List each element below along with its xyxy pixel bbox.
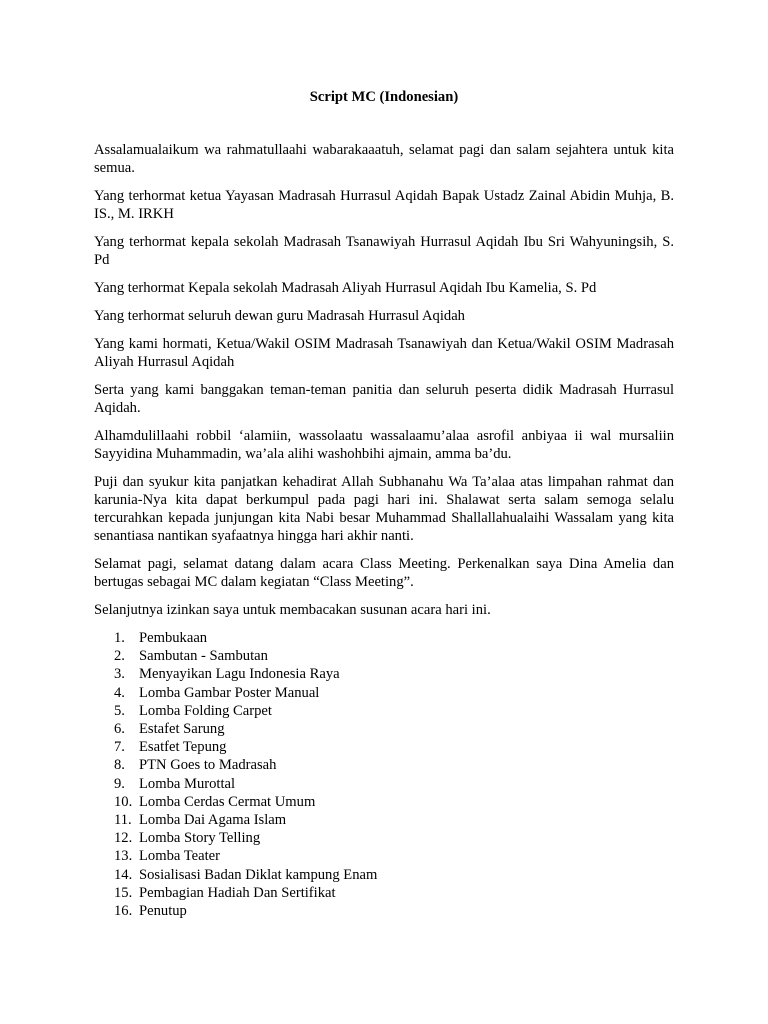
list-item-text: Estafet Sarung — [139, 721, 225, 738]
list-item-number: 11. — [114, 812, 132, 829]
list-item — [114, 902, 654, 920]
list-item-number: 14. — [114, 866, 133, 883]
list-item — [114, 720, 654, 738]
paragraph-committee: Serta yang kami banggakan teman-teman panitia dan seluruh peserta didik Madrasah Hurrasul Aqidah. — [94, 381, 674, 416]
list-item-number: 8. — [114, 757, 125, 774]
list-item-number: 16. — [114, 903, 133, 920]
list-item — [114, 665, 654, 683]
list-item — [114, 793, 654, 811]
list-item-text: Penutup — [139, 903, 187, 920]
list-item-number: 1. — [114, 630, 125, 646]
paragraph-agenda-intro: Selanjutnya izinkan saya untuk membacakan susunan acara hari ini. — [94, 602, 491, 618]
paragraph-introduction: Selamat pagi, selamat datang dalam acara Class Meeting. Perkenalkan saya Dina Amelia dan bertugas sebagai MC dalam kegiatan “Class Meeting”. — [94, 556, 674, 591]
paragraph-honor-mts-principal: Yang terhormat kepala sekolah Madrasah Tsanawiyah Hurrasul Aqidah Ibu Sri Wahyuningsih, S. Pd — [94, 234, 674, 269]
list-item-text: Esatfet Tepung — [139, 739, 227, 756]
list-item-number: 7. — [114, 739, 125, 756]
paragraph-honor-teachers: Yang terhormat seluruh dewan guru Madrasah Hurrasul Aqidah — [94, 307, 465, 324]
list-item-text: Sambutan - Sambutan — [139, 648, 268, 665]
list-item-text: Lomba Folding Carpet — [139, 702, 272, 719]
list-item-text: Pembagian Hadiah Dan Sertifikat — [139, 884, 336, 901]
list-item-text: Lomba Murottal — [139, 775, 236, 792]
list-item — [114, 684, 654, 702]
list-item — [114, 702, 654, 720]
list-item — [114, 866, 654, 884]
agenda-list — [114, 629, 654, 920]
list-item-number: 6. — [114, 721, 125, 738]
document-body — [94, 141, 674, 629]
paragraph-gratitude: Puji dan syukur kita panjatkan kehadirat Allah Subhanahu Wa Ta’alaa atas limpahan rahmat dan karunia-Nya kita dapat berkumpul pada pagi hari ini. Shalawat serta salam semoga selalu tercurahkan kepada junjungan kita Nabi besar Muhammad Shallallahualaihi Wassalam yang kita senantiasa nantikan syafaatnya hingga hari akhir nanti. — [94, 473, 674, 545]
list-item-text: Sosialisasi Badan Diklat kampung Enam — [139, 866, 378, 883]
list-item — [114, 629, 654, 647]
paragraph-honor-osim: Yang kami hormati, Ketua/Wakil OSIM Madrasah Tsanawiyah dan Ketua/Wakil OSIM Madrasah Aliyah Hurrasul Aqidah — [94, 335, 674, 370]
paragraph-greeting: Assalamualaikum wa rahmatullaahi wabarakaaatuh, selamat pagi dan salam sejahtera untuk kita semua. — [94, 142, 674, 177]
list-item-text: PTN Goes to Madrasah — [139, 757, 277, 774]
list-item — [114, 811, 654, 829]
list-item — [114, 647, 654, 665]
list-item-text: Lomba Story Telling — [139, 830, 261, 847]
list-item — [114, 775, 654, 793]
list-item-number: 12. — [114, 830, 133, 847]
list-item — [114, 738, 654, 756]
list-item — [114, 829, 654, 847]
list-item-number: 13. — [114, 848, 133, 865]
list-item — [114, 884, 654, 902]
paragraph-hamdalah: Alhamdulillaahi robbil ‘alamiin, wassolaatu wassalaamu’alaa asrofil anbiyaa ii wal mursaliin Sayyidina Muhammadin, wa’ala alihi washohbihi ajmain, amma ba’du. — [94, 427, 674, 462]
list-item-number: 2. — [114, 648, 125, 665]
list-item-number: 3. — [114, 666, 125, 683]
list-item — [114, 847, 654, 865]
list-item-number: 4. — [114, 684, 125, 701]
list-item-text: Lomba Cerdas Cermat Umum — [139, 793, 316, 810]
list-item-number: 5. — [114, 702, 125, 719]
list-item-text: Lomba Dai Agama Islam — [139, 812, 287, 829]
list-item — [114, 756, 654, 774]
list-item-text: Lomba Teater — [139, 848, 220, 865]
paragraph-honor-foundation-chair: Yang terhormat ketua Yayasan Madrasah Hurrasul Aqidah Bapak Ustadz Zainal Abidin Muhja, B. IS., M. IRKH — [94, 188, 674, 223]
paragraph-honor-ma-principal: Yang terhormat Kepala sekolah Madrasah Aliyah Hurrasul Aqidah Ibu Kamelia, S. Pd — [94, 280, 597, 296]
list-item-number: 10. — [114, 793, 133, 810]
list-item-text: Pembukaan — [139, 630, 208, 646]
document-title: Script MC (Indonesian) — [309, 89, 459, 105]
list-item-text: Lomba Gambar Poster Manual — [139, 684, 320, 701]
list-item-number: 9. — [114, 775, 125, 792]
list-item-text: Menyayikan Lagu Indonesia Raya — [139, 666, 340, 683]
list-item-number: 15. — [114, 884, 133, 901]
